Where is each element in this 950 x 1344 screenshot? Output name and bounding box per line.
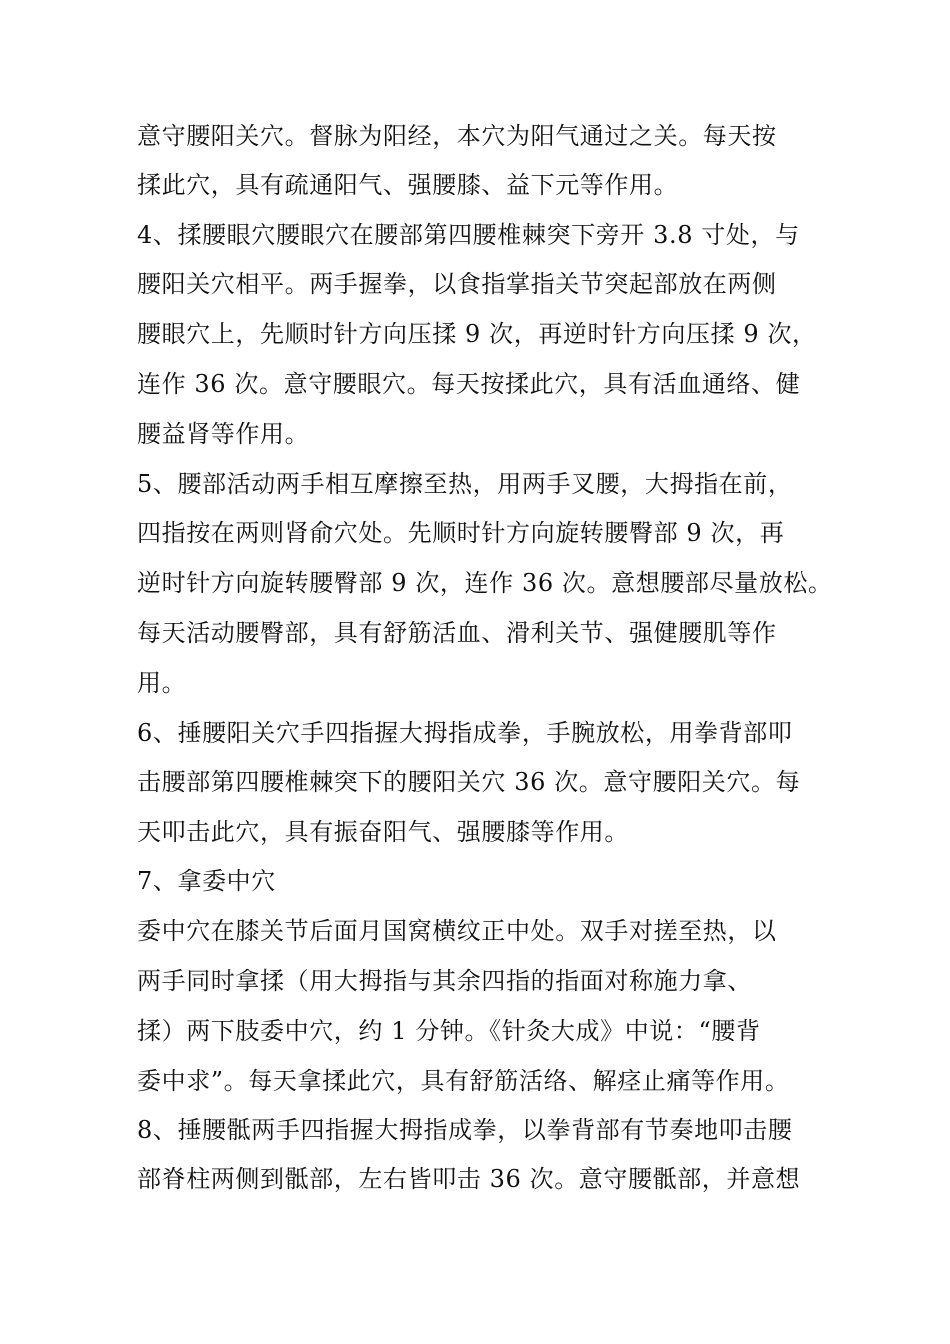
text-line: 连作 36 次。意守腰眼穴。每天按揉此穴，具有活血通络、健 — [137, 370, 801, 398]
section-7-heading-line: 7、拿委中穴 — [137, 867, 276, 895]
text-line: 意守腰阳关穴。督脉为阳经，本穴为阳气通过之关。每天按 — [137, 122, 777, 150]
section-8-heading-line: 8、捶腰骶两手四指握大拇指成拳，以拳背部有节奏地叩击腰 — [137, 1116, 793, 1144]
text-line: 逆时针方向旋转腰臀部 9 次，连作 36 次。意想腰部尽量放松。 — [137, 569, 833, 597]
text-line: 部脊柱两侧到骶部，左右皆叩击 36 次。意守腰骶部，并意想 — [137, 1165, 801, 1193]
section-6-heading-line: 6、捶腰阳关穴手四指握大拇指成拳，手腕放松，用拳背部叩 — [137, 719, 793, 747]
text-line: 委中穴在膝关节后面月国窝横纹正中处。双手对搓至热，以 — [137, 917, 777, 945]
text-line: 每天活动腰臀部，具有舒筋活血、滑利关节、强健腰肌等作 — [137, 619, 777, 647]
text-line: 四指按在两则肾俞穴处。先顺时针方向旋转腰臀部 9 次，再 — [137, 519, 785, 547]
text-line: 腰阳关穴相平。两手握拳，以食指掌指关节突起部放在两侧 — [137, 270, 777, 298]
text-line: 击腰部第四腰椎棘突下的腰阳关穴 36 次。意守腰阳关穴。每 — [137, 768, 801, 796]
text-line: 用。 — [137, 669, 187, 697]
section-4-heading-line: 4、揉腰眼穴腰眼穴在腰部第四腰椎棘突下旁开 3.8 寸处，与 — [137, 221, 800, 249]
text-line: 天叩击此穴，具有振奋阳气、强腰膝等作用。 — [137, 818, 629, 846]
text-line: 揉此穴，具有疏通阳气、强腰膝、益下元等作用。 — [137, 171, 679, 199]
text-line: 揉）两下肢委中穴，约 1 分钟。《针灸大成》中说：“腰背 — [137, 1017, 761, 1045]
text-line: 腰眼穴上，先顺时针方向压揉 9 次，再逆时针方向压揉 9 次， — [137, 320, 817, 348]
section-5-heading-line: 5、腰部活动两手相互摩擦至热，用两手叉腰，大拇指在前， — [137, 470, 793, 498]
text-line: 腰益肾等作用。 — [137, 420, 310, 448]
text-line: 委中求”。每天拿揉此穴，具有舒筋活络、解痉止痛等作用。 — [137, 1067, 790, 1095]
text-line: 两手同时拿揉（用大拇指与其余四指的指面对称施力拿、 — [137, 967, 752, 995]
